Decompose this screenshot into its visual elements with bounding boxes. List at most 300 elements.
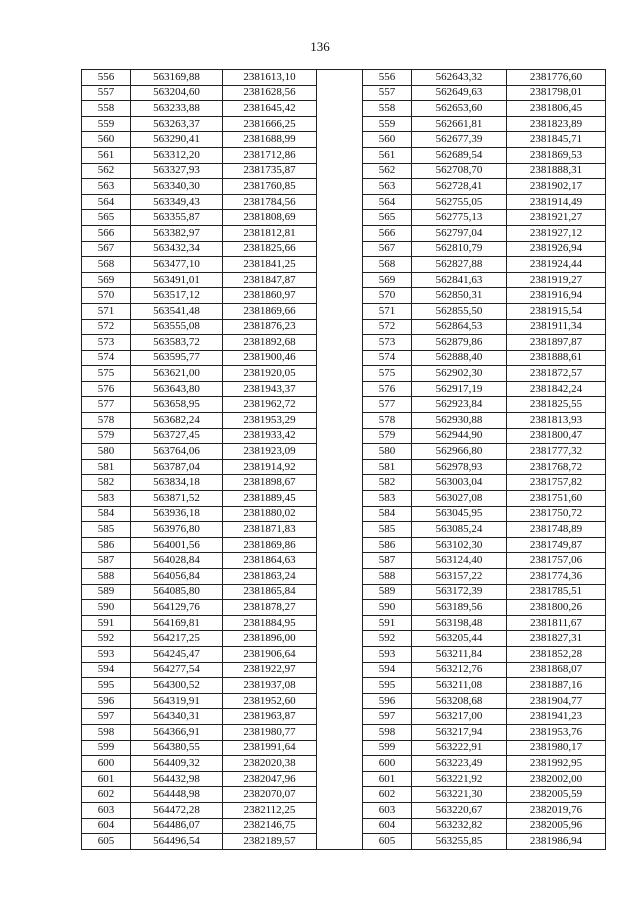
- right-point-number-cell: 566: [363, 225, 412, 241]
- right-point-number-cell: 569: [363, 272, 412, 288]
- right-x-coordinate-cell: 562930,88: [412, 413, 507, 429]
- right-x-coordinate-cell: 562728,41: [412, 179, 507, 195]
- coordinates-table-body: [82, 70, 606, 850]
- right-point-number-cell: 588: [363, 569, 412, 585]
- left-x-coordinate-cell: 563871,52: [131, 491, 223, 507]
- right-x-coordinate-cell: 562827,88: [412, 257, 507, 273]
- left-y-coordinate-cell: 2381943,37: [223, 381, 317, 397]
- right-y-coordinate-cell: 2381751,60: [507, 491, 606, 507]
- left-point-number-cell: 586: [82, 537, 131, 553]
- right-y-coordinate-cell: 2381992,95: [507, 756, 606, 772]
- column-gap: [317, 802, 363, 818]
- right-x-coordinate-cell: 562850,31: [412, 288, 507, 304]
- right-point-number-cell: 560: [363, 132, 412, 148]
- right-point-number-cell: 583: [363, 491, 412, 507]
- right-y-coordinate-cell: 2381825,55: [507, 397, 606, 413]
- coordinates-table: [81, 69, 606, 850]
- left-x-coordinate-cell: 563204,60: [131, 85, 223, 101]
- right-point-number-cell: 563: [363, 179, 412, 195]
- column-gap: [317, 288, 363, 304]
- left-point-number-cell: 567: [82, 241, 131, 257]
- table-row: [82, 834, 606, 850]
- left-x-coordinate-cell: 564300,52: [131, 678, 223, 694]
- table-row: [82, 147, 606, 163]
- table-row: [82, 662, 606, 678]
- column-gap: [317, 210, 363, 226]
- right-point-number-cell: 604: [363, 818, 412, 834]
- column-gap: [317, 179, 363, 195]
- right-y-coordinate-cell: 2381888,61: [507, 350, 606, 366]
- table-row: [82, 646, 606, 662]
- right-y-coordinate-cell: 2381980,17: [507, 740, 606, 756]
- column-gap: [317, 506, 363, 522]
- right-x-coordinate-cell: 562888,40: [412, 350, 507, 366]
- left-x-coordinate-cell: 563349,43: [131, 194, 223, 210]
- page-number: 136: [310, 39, 330, 54]
- column-gap: [317, 771, 363, 787]
- table-row: [82, 163, 606, 179]
- left-y-coordinate-cell: 2381869,86: [223, 537, 317, 553]
- right-point-number-cell: 558: [363, 101, 412, 117]
- table-row: [82, 350, 606, 366]
- right-x-coordinate-cell: 562879,86: [412, 335, 507, 351]
- right-y-coordinate-cell: 2381872,57: [507, 366, 606, 382]
- left-y-coordinate-cell: 2381892,68: [223, 335, 317, 351]
- right-y-coordinate-cell: 2381749,87: [507, 537, 606, 553]
- left-x-coordinate-cell: 563834,18: [131, 475, 223, 491]
- right-y-coordinate-cell: 2381768,72: [507, 459, 606, 475]
- right-y-coordinate-cell: 2381919,27: [507, 272, 606, 288]
- right-y-coordinate-cell: 2381774,36: [507, 569, 606, 585]
- left-x-coordinate-cell: 563764,06: [131, 444, 223, 460]
- left-x-coordinate-cell: 563555,08: [131, 319, 223, 335]
- left-point-number-cell: 599: [82, 740, 131, 756]
- left-y-coordinate-cell: 2381860,97: [223, 288, 317, 304]
- right-point-number-cell: 598: [363, 724, 412, 740]
- table-row: [82, 70, 606, 86]
- left-point-number-cell: 589: [82, 584, 131, 600]
- right-x-coordinate-cell: 562649,63: [412, 85, 507, 101]
- left-y-coordinate-cell: 2381712,86: [223, 147, 317, 163]
- table-row: [82, 366, 606, 382]
- right-x-coordinate-cell: 562661,81: [412, 116, 507, 132]
- column-gap: [317, 740, 363, 756]
- left-point-number-cell: 591: [82, 615, 131, 631]
- right-point-number-cell: 601: [363, 771, 412, 787]
- left-y-coordinate-cell: 2381898,67: [223, 475, 317, 491]
- left-point-number-cell: 601: [82, 771, 131, 787]
- left-x-coordinate-cell: 563583,72: [131, 335, 223, 351]
- column-gap: [317, 303, 363, 319]
- right-y-coordinate-cell: 2381869,53: [507, 147, 606, 163]
- right-y-coordinate-cell: 2382005,96: [507, 818, 606, 834]
- right-x-coordinate-cell: 563189,56: [412, 600, 507, 616]
- left-point-number-cell: 566: [82, 225, 131, 241]
- left-y-coordinate-cell: 2381688,99: [223, 132, 317, 148]
- table-row: [82, 132, 606, 148]
- table-row: [82, 381, 606, 397]
- right-y-coordinate-cell: 2381904,77: [507, 693, 606, 709]
- left-x-coordinate-cell: 563491,01: [131, 272, 223, 288]
- right-y-coordinate-cell: 2381852,28: [507, 646, 606, 662]
- right-y-coordinate-cell: 2381924,44: [507, 257, 606, 273]
- table-row: [82, 631, 606, 647]
- table-row: [82, 584, 606, 600]
- left-y-coordinate-cell: 2381613,10: [223, 70, 317, 86]
- column-gap: [317, 272, 363, 288]
- column-gap: [317, 459, 363, 475]
- right-x-coordinate-cell: 563221,92: [412, 771, 507, 787]
- left-y-coordinate-cell: 2382047,96: [223, 771, 317, 787]
- right-point-number-cell: 592: [363, 631, 412, 647]
- right-point-number-cell: 567: [363, 241, 412, 257]
- table-row: [82, 444, 606, 460]
- left-y-coordinate-cell: 2381735,87: [223, 163, 317, 179]
- table-row: [82, 241, 606, 257]
- right-x-coordinate-cell: 562677,39: [412, 132, 507, 148]
- right-x-coordinate-cell: 562864,53: [412, 319, 507, 335]
- left-y-coordinate-cell: 2381876,23: [223, 319, 317, 335]
- left-y-coordinate-cell: 2381896,00: [223, 631, 317, 647]
- column-gap: [317, 631, 363, 647]
- column-gap: [317, 101, 363, 117]
- column-gap: [317, 225, 363, 241]
- right-x-coordinate-cell: 562841,63: [412, 272, 507, 288]
- right-point-number-cell: 561: [363, 147, 412, 163]
- left-y-coordinate-cell: 2381878,27: [223, 600, 317, 616]
- table-row: [82, 506, 606, 522]
- right-y-coordinate-cell: 2381914,49: [507, 194, 606, 210]
- left-x-coordinate-cell: 564129,76: [131, 600, 223, 616]
- right-y-coordinate-cell: 2381800,26: [507, 600, 606, 616]
- right-point-number-cell: 574: [363, 350, 412, 366]
- right-x-coordinate-cell: 563217,00: [412, 709, 507, 725]
- left-point-number-cell: 590: [82, 600, 131, 616]
- left-y-coordinate-cell: 2381923,09: [223, 444, 317, 460]
- left-x-coordinate-cell: 563787,04: [131, 459, 223, 475]
- column-gap: [317, 662, 363, 678]
- right-point-number-cell: 593: [363, 646, 412, 662]
- left-x-coordinate-cell: 563382,97: [131, 225, 223, 241]
- column-gap: [317, 85, 363, 101]
- right-y-coordinate-cell: 2381921,27: [507, 210, 606, 226]
- table-row: [82, 85, 606, 101]
- column-gap: [317, 787, 363, 803]
- left-x-coordinate-cell: 563727,45: [131, 428, 223, 444]
- right-point-number-cell: 570: [363, 288, 412, 304]
- left-y-coordinate-cell: 2381922,97: [223, 662, 317, 678]
- right-y-coordinate-cell: 2381915,54: [507, 303, 606, 319]
- column-gap: [317, 584, 363, 600]
- left-point-number-cell: 580: [82, 444, 131, 460]
- right-x-coordinate-cell: 563157,22: [412, 569, 507, 585]
- right-point-number-cell: 557: [363, 85, 412, 101]
- left-point-number-cell: 584: [82, 506, 131, 522]
- column-gap: [317, 366, 363, 382]
- right-x-coordinate-cell: 563222,91: [412, 740, 507, 756]
- right-point-number-cell: 597: [363, 709, 412, 725]
- right-x-coordinate-cell: 563211,08: [412, 678, 507, 694]
- table-row: [82, 678, 606, 694]
- table-row: [82, 194, 606, 210]
- right-point-number-cell: 584: [363, 506, 412, 522]
- table-row: [82, 272, 606, 288]
- right-point-number-cell: 602: [363, 787, 412, 803]
- left-point-number-cell: 578: [82, 413, 131, 429]
- left-point-number-cell: 575: [82, 366, 131, 382]
- right-y-coordinate-cell: 2381986,94: [507, 834, 606, 850]
- left-x-coordinate-cell: 564409,32: [131, 756, 223, 772]
- right-point-number-cell: 576: [363, 381, 412, 397]
- left-y-coordinate-cell: 2381666,25: [223, 116, 317, 132]
- table-row: [82, 335, 606, 351]
- left-point-number-cell: 602: [82, 787, 131, 803]
- right-x-coordinate-cell: 562708,70: [412, 163, 507, 179]
- table-row: [82, 491, 606, 507]
- right-x-coordinate-cell: 562797,04: [412, 225, 507, 241]
- left-point-number-cell: 587: [82, 553, 131, 569]
- right-y-coordinate-cell: 2381926,94: [507, 241, 606, 257]
- table-row: [82, 101, 606, 117]
- column-gap: [317, 413, 363, 429]
- column-gap: [317, 116, 363, 132]
- right-x-coordinate-cell: 563102,30: [412, 537, 507, 553]
- right-point-number-cell: 594: [363, 662, 412, 678]
- table-row: [82, 787, 606, 803]
- column-gap: [317, 335, 363, 351]
- right-x-coordinate-cell: 562966,80: [412, 444, 507, 460]
- right-x-coordinate-cell: 563045,95: [412, 506, 507, 522]
- right-y-coordinate-cell: 2381811,67: [507, 615, 606, 631]
- right-point-number-cell: 596: [363, 693, 412, 709]
- column-gap: [317, 834, 363, 850]
- left-y-coordinate-cell: 2381812,81: [223, 225, 317, 241]
- column-gap: [317, 724, 363, 740]
- right-point-number-cell: 572: [363, 319, 412, 335]
- column-gap: [317, 319, 363, 335]
- right-point-number-cell: 579: [363, 428, 412, 444]
- left-x-coordinate-cell: 564380,55: [131, 740, 223, 756]
- left-y-coordinate-cell: 2381880,02: [223, 506, 317, 522]
- left-x-coordinate-cell: 564496,54: [131, 834, 223, 850]
- table-row: [82, 459, 606, 475]
- right-x-coordinate-cell: 563172,39: [412, 584, 507, 600]
- right-point-number-cell: 586: [363, 537, 412, 553]
- left-y-coordinate-cell: 2381914,92: [223, 459, 317, 475]
- left-x-coordinate-cell: 563936,18: [131, 506, 223, 522]
- table-row: [82, 537, 606, 553]
- left-x-coordinate-cell: 564169,81: [131, 615, 223, 631]
- right-x-coordinate-cell: 562978,93: [412, 459, 507, 475]
- left-y-coordinate-cell: 2381760,85: [223, 179, 317, 195]
- table-row: [82, 210, 606, 226]
- left-y-coordinate-cell: 2381889,45: [223, 491, 317, 507]
- right-y-coordinate-cell: 2381911,34: [507, 319, 606, 335]
- left-point-number-cell: 556: [82, 70, 131, 86]
- left-y-coordinate-cell: 2381980,77: [223, 724, 317, 740]
- right-point-number-cell: 590: [363, 600, 412, 616]
- table-row: [82, 693, 606, 709]
- left-x-coordinate-cell: 564366,91: [131, 724, 223, 740]
- left-point-number-cell: 570: [82, 288, 131, 304]
- right-y-coordinate-cell: 2381823,89: [507, 116, 606, 132]
- left-y-coordinate-cell: 2381962,72: [223, 397, 317, 413]
- right-y-coordinate-cell: 2381827,31: [507, 631, 606, 647]
- left-y-coordinate-cell: 2381628,56: [223, 85, 317, 101]
- left-x-coordinate-cell: 564028,84: [131, 553, 223, 569]
- left-x-coordinate-cell: 563517,12: [131, 288, 223, 304]
- left-y-coordinate-cell: 2381991,64: [223, 740, 317, 756]
- left-x-coordinate-cell: 564340,31: [131, 709, 223, 725]
- left-x-coordinate-cell: 564448,98: [131, 787, 223, 803]
- column-gap: [317, 381, 363, 397]
- column-gap: [317, 491, 363, 507]
- right-point-number-cell: 581: [363, 459, 412, 475]
- right-point-number-cell: 605: [363, 834, 412, 850]
- left-x-coordinate-cell: 564245,47: [131, 646, 223, 662]
- column-gap: [317, 397, 363, 413]
- column-gap: [317, 553, 363, 569]
- left-point-number-cell: 562: [82, 163, 131, 179]
- right-point-number-cell: 595: [363, 678, 412, 694]
- right-y-coordinate-cell: 2381798,01: [507, 85, 606, 101]
- table-row: [82, 771, 606, 787]
- left-y-coordinate-cell: 2382112,25: [223, 802, 317, 818]
- right-point-number-cell: 589: [363, 584, 412, 600]
- right-point-number-cell: 556: [363, 70, 412, 86]
- left-y-coordinate-cell: 2381847,87: [223, 272, 317, 288]
- right-x-coordinate-cell: 563085,24: [412, 522, 507, 538]
- column-gap: [317, 709, 363, 725]
- right-y-coordinate-cell: 2381806,45: [507, 101, 606, 117]
- table-row: [82, 179, 606, 195]
- right-x-coordinate-cell: 562653,60: [412, 101, 507, 117]
- right-point-number-cell: 599: [363, 740, 412, 756]
- column-gap: [317, 444, 363, 460]
- column-gap: [317, 756, 363, 772]
- table-row: [82, 740, 606, 756]
- left-point-number-cell: 583: [82, 491, 131, 507]
- right-x-coordinate-cell: 563198,48: [412, 615, 507, 631]
- column-gap: [317, 257, 363, 273]
- left-x-coordinate-cell: 563290,41: [131, 132, 223, 148]
- left-point-number-cell: 598: [82, 724, 131, 740]
- table-row: [82, 288, 606, 304]
- right-point-number-cell: 573: [363, 335, 412, 351]
- left-point-number-cell: 605: [82, 834, 131, 850]
- left-y-coordinate-cell: 2381937,08: [223, 678, 317, 694]
- column-gap: [317, 818, 363, 834]
- right-y-coordinate-cell: 2381887,16: [507, 678, 606, 694]
- right-x-coordinate-cell: 563217,94: [412, 724, 507, 740]
- right-point-number-cell: 559: [363, 116, 412, 132]
- right-x-coordinate-cell: 562944,90: [412, 428, 507, 444]
- right-y-coordinate-cell: 2382019,76: [507, 802, 606, 818]
- left-y-coordinate-cell: 2381920,05: [223, 366, 317, 382]
- table-row: [82, 303, 606, 319]
- left-x-coordinate-cell: 564056,84: [131, 569, 223, 585]
- left-y-coordinate-cell: 2381884,95: [223, 615, 317, 631]
- right-y-coordinate-cell: 2381757,06: [507, 553, 606, 569]
- left-x-coordinate-cell: 563327,93: [131, 163, 223, 179]
- left-y-coordinate-cell: 2381933,42: [223, 428, 317, 444]
- right-x-coordinate-cell: 562902,30: [412, 366, 507, 382]
- right-x-coordinate-cell: 563223,49: [412, 756, 507, 772]
- left-y-coordinate-cell: 2381952,60: [223, 693, 317, 709]
- left-y-coordinate-cell: 2381784,56: [223, 194, 317, 210]
- table-row: [82, 522, 606, 538]
- right-x-coordinate-cell: 563027,08: [412, 491, 507, 507]
- left-point-number-cell: 572: [82, 319, 131, 335]
- right-y-coordinate-cell: 2381748,89: [507, 522, 606, 538]
- left-point-number-cell: 558: [82, 101, 131, 117]
- left-point-number-cell: 571: [82, 303, 131, 319]
- left-point-number-cell: 594: [82, 662, 131, 678]
- table-row: [82, 257, 606, 273]
- left-y-coordinate-cell: 2381906,64: [223, 646, 317, 662]
- right-y-coordinate-cell: 2381941,23: [507, 709, 606, 725]
- right-y-coordinate-cell: 2381897,87: [507, 335, 606, 351]
- right-x-coordinate-cell: 562923,84: [412, 397, 507, 413]
- left-y-coordinate-cell: 2381900,46: [223, 350, 317, 366]
- left-point-number-cell: 579: [82, 428, 131, 444]
- left-x-coordinate-cell: 563621,00: [131, 366, 223, 382]
- left-point-number-cell: 560: [82, 132, 131, 148]
- column-gap: [317, 132, 363, 148]
- column-gap: [317, 693, 363, 709]
- right-x-coordinate-cell: 562643,32: [412, 70, 507, 86]
- left-y-coordinate-cell: 2382070,07: [223, 787, 317, 803]
- table-row: [82, 724, 606, 740]
- right-y-coordinate-cell: 2381842,24: [507, 381, 606, 397]
- right-x-coordinate-cell: 562917,19: [412, 381, 507, 397]
- left-point-number-cell: 564: [82, 194, 131, 210]
- left-x-coordinate-cell: 563477,10: [131, 257, 223, 273]
- table-row: [82, 553, 606, 569]
- left-x-coordinate-cell: 564001,56: [131, 537, 223, 553]
- left-point-number-cell: 592: [82, 631, 131, 647]
- right-y-coordinate-cell: 2382005,59: [507, 787, 606, 803]
- right-point-number-cell: 585: [363, 522, 412, 538]
- left-point-number-cell: 585: [82, 522, 131, 538]
- column-gap: [317, 194, 363, 210]
- right-point-number-cell: 587: [363, 553, 412, 569]
- right-x-coordinate-cell: 562689,54: [412, 147, 507, 163]
- right-y-coordinate-cell: 2381845,71: [507, 132, 606, 148]
- table-row: [82, 818, 606, 834]
- column-gap: [317, 475, 363, 491]
- left-y-coordinate-cell: 2381841,25: [223, 257, 317, 273]
- left-x-coordinate-cell: 564432,98: [131, 771, 223, 787]
- right-y-coordinate-cell: 2381777,32: [507, 444, 606, 460]
- left-y-coordinate-cell: 2381963,87: [223, 709, 317, 725]
- table-row: [82, 615, 606, 631]
- right-x-coordinate-cell: 563232,82: [412, 818, 507, 834]
- left-x-coordinate-cell: 563340,30: [131, 179, 223, 195]
- right-y-coordinate-cell: 2381902,17: [507, 179, 606, 195]
- table-row: [82, 319, 606, 335]
- column-gap: [317, 600, 363, 616]
- right-x-coordinate-cell: 563220,67: [412, 802, 507, 818]
- right-x-coordinate-cell: 562855,50: [412, 303, 507, 319]
- left-point-number-cell: 588: [82, 569, 131, 585]
- table-row: [82, 569, 606, 585]
- right-x-coordinate-cell: 563205,44: [412, 631, 507, 647]
- table-row: [82, 225, 606, 241]
- column-gap: [317, 428, 363, 444]
- right-x-coordinate-cell: 563221,30: [412, 787, 507, 803]
- right-x-coordinate-cell: 562810,79: [412, 241, 507, 257]
